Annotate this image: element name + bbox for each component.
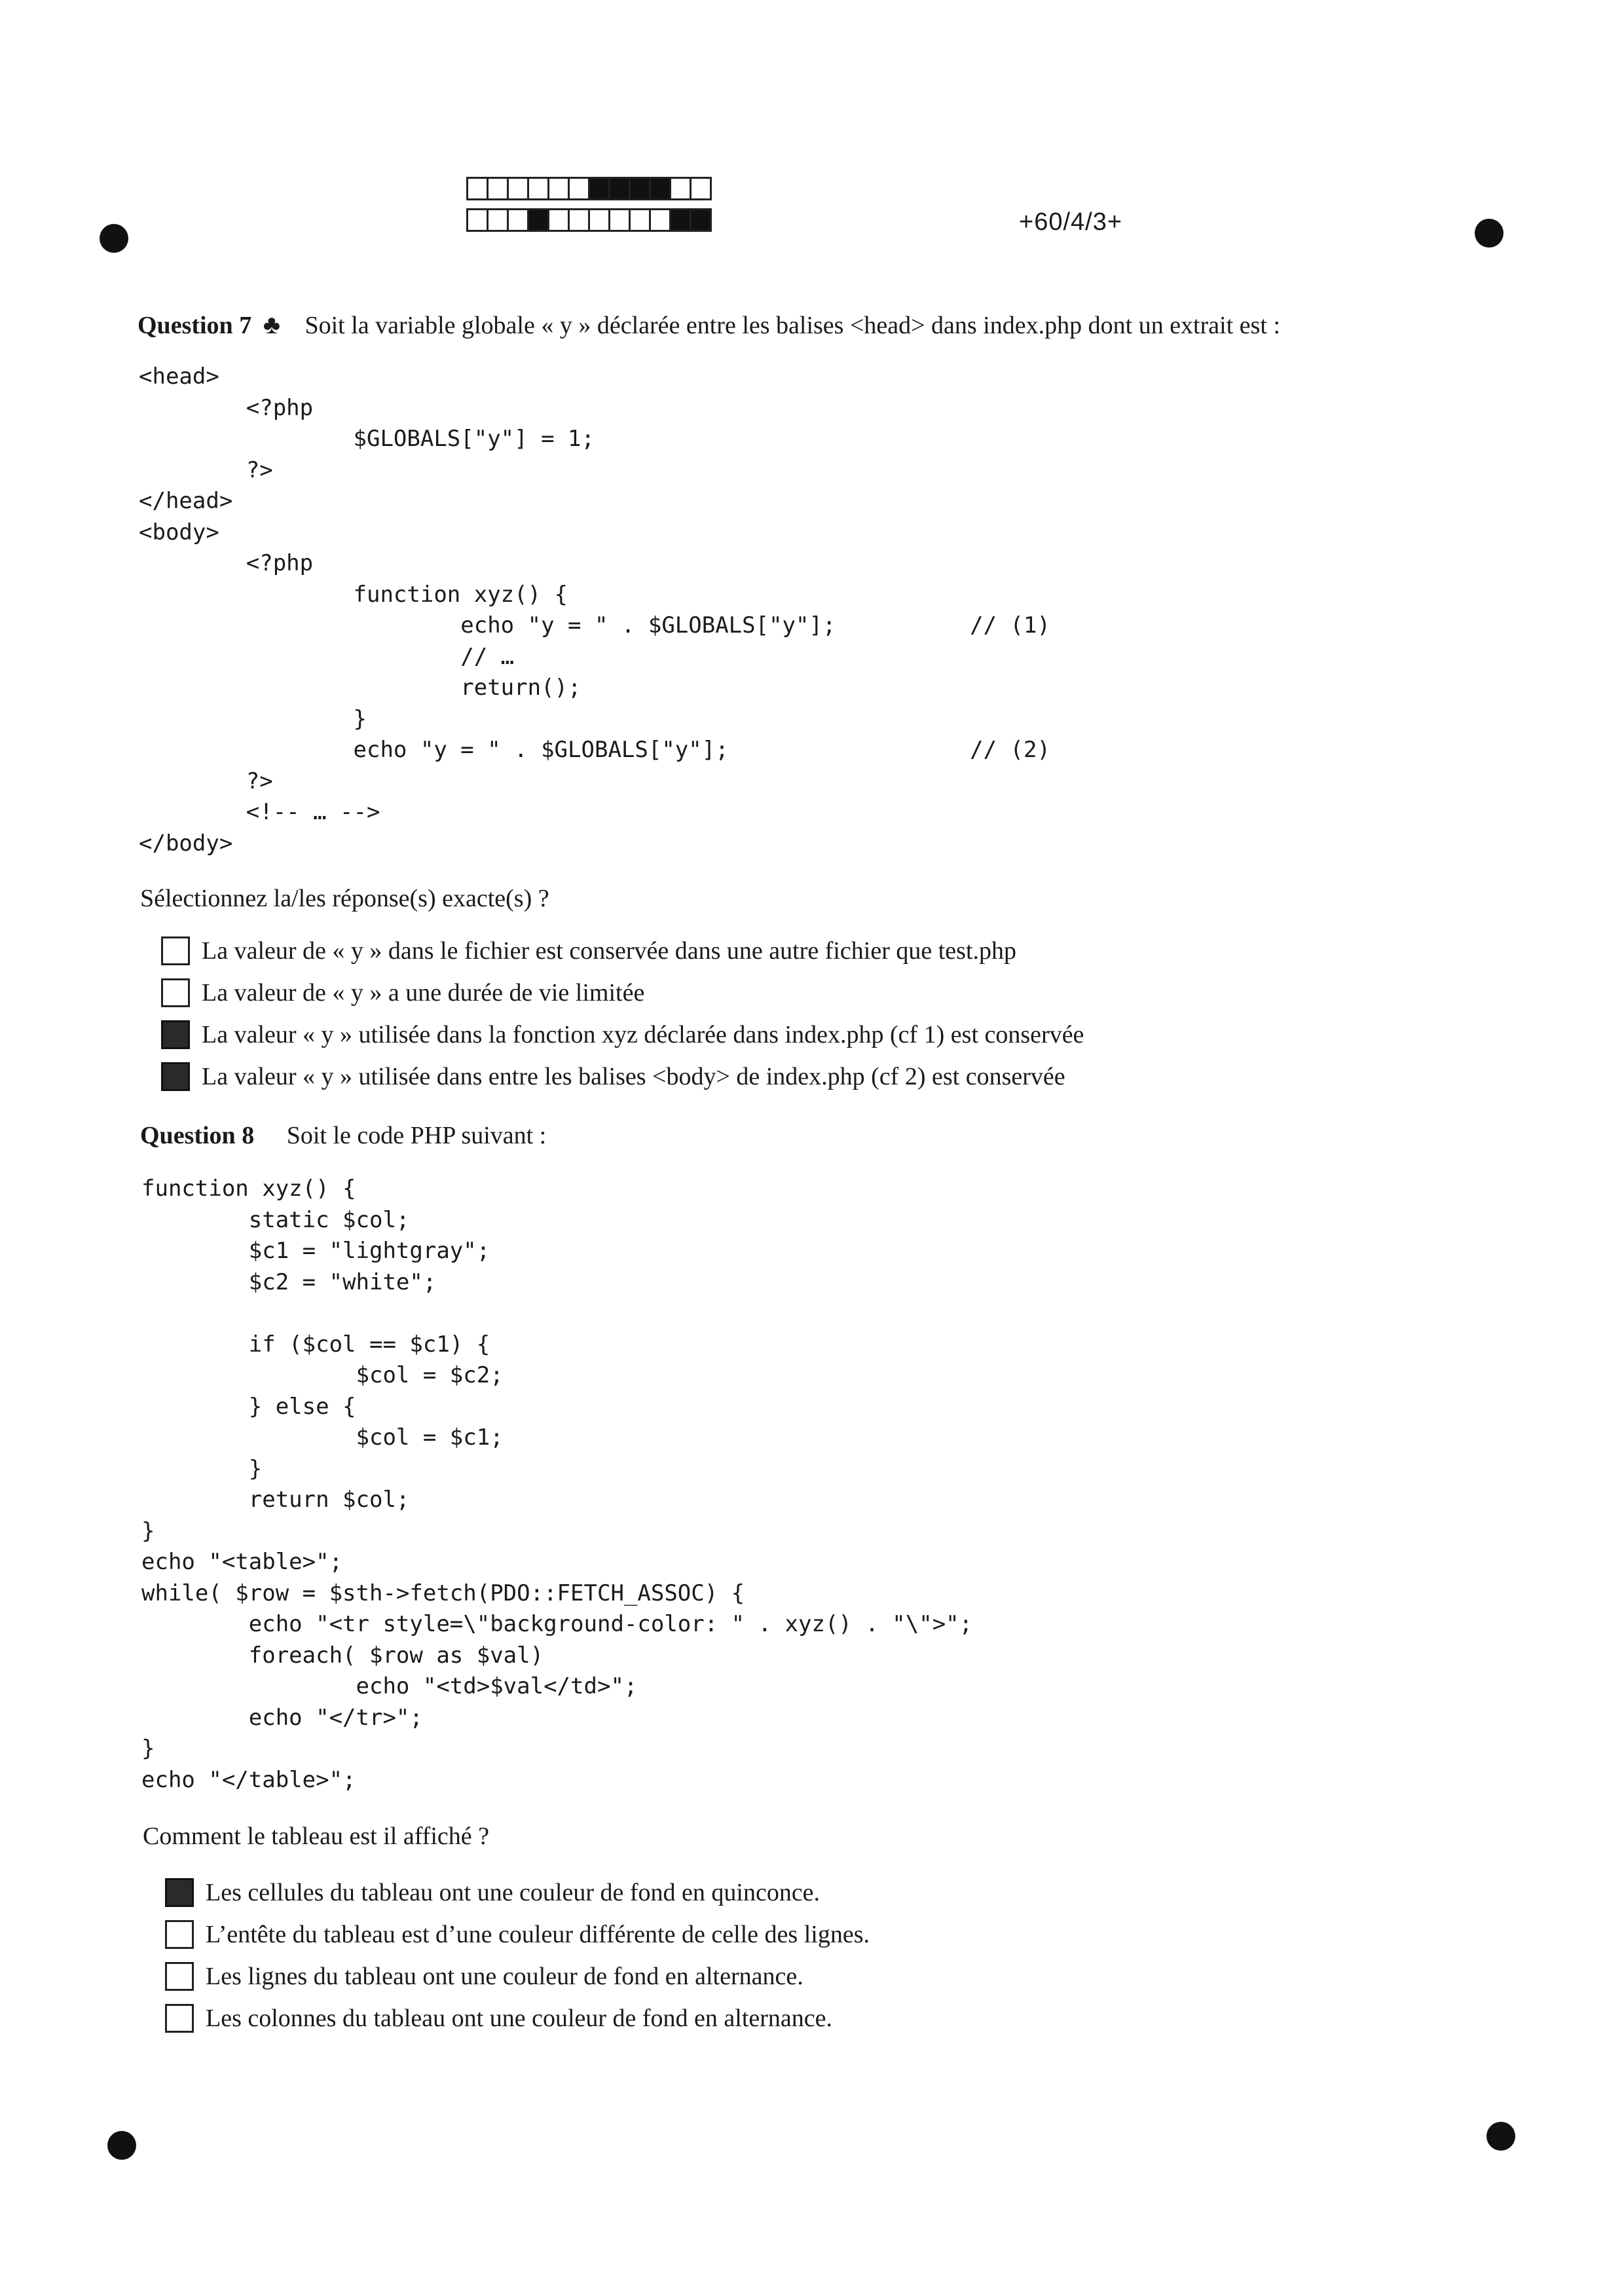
answer-checkbox[interactable] [165, 1962, 194, 1991]
question-8-heading [140, 1121, 546, 1150]
id-grid-cell [568, 177, 590, 200]
id-grid-cell [466, 177, 489, 200]
id-grid-cell [629, 208, 651, 232]
id-grid-cell [669, 208, 692, 232]
answer-text: La valeur de « y » a une durée de vie limitée [202, 979, 645, 1007]
answer-checkbox[interactable] [165, 1920, 194, 1949]
registration-dot-bottom-right [1486, 2122, 1515, 2151]
question-8-prompt: Comment le tableau est il affiché ? [143, 1823, 489, 1850]
answer-text: La valeur « y » utilisée dans la fonction xyz déclarée dans index.php (cf 1) est conservée [202, 1021, 1084, 1048]
question-7-code: <head> <?php $GLOBALS["y"] = 1; ?> </head> <body> <?php function xyz() { echo "y = " . $GLOBALS["y"]; // (1) // … return(); } echo "y = " . $GLOBALS["y"]; // (2) ?> <!-- … --> </body> [139, 363, 1050, 857]
question-7-answers [161, 930, 1084, 1098]
answer-option [165, 1914, 870, 1955]
answer-checkbox[interactable] [161, 978, 190, 1007]
id-grid-cell [608, 177, 631, 200]
question-8-label: Question 8 [140, 1122, 255, 1149]
answer-text: L’entête du tableau est d’une couleur différente de celle des lignes. [206, 1921, 870, 1948]
answer-option [161, 1056, 1084, 1098]
id-grid-cell [649, 208, 671, 232]
id-grid-cell [629, 177, 651, 200]
id-grid-cell [568, 208, 590, 232]
answer-option [165, 1955, 870, 1997]
answer-text: Les lignes du tableau ont une couleur de fond en alternance. [206, 1963, 803, 1990]
id-grid-cell [527, 177, 549, 200]
id-grid-cell [547, 208, 570, 232]
registration-dot-bottom-left [107, 2131, 136, 2160]
answer-text: Les cellules du tableau ont une couleur de fond en quinconce. [206, 1879, 821, 1906]
id-grid-cell [669, 177, 692, 200]
answer-checkbox[interactable] [165, 2004, 194, 2033]
registration-dot-top-right [1475, 219, 1504, 248]
id-grid-cell [527, 208, 549, 232]
answer-checkbox[interactable] [161, 1062, 190, 1091]
answer-option [161, 972, 1084, 1014]
id-grid-cell [608, 208, 631, 232]
id-grid-cell [547, 177, 570, 200]
question-8-code: function xyz() { static $col; $c1 = "lightgray"; $c2 = "white"; if ($col == $c1) { $col = $c2; } else { $col = $c1; } return $col; } echo "<table>"; while( $row = $sth->fetch(PDO::FETCH_ASSOC) { echo "<tr style=\"background-color: " . xyz() . "\">"; foreach( $row as $val) echo "<td>$val</td>"; echo "</tr>"; } echo "</table>"; [141, 1176, 973, 1793]
club-icon: ♣ [263, 310, 280, 339]
id-grid-cell [507, 208, 529, 232]
answer-text: Les colonnes du tableau ont une couleur de fond en alternance. [206, 2005, 833, 2032]
question-7-prompt: Sélectionnez la/les réponse(s) exacte(s) ? [140, 885, 549, 912]
id-grid-cell [487, 177, 509, 200]
id-grid-cell [487, 208, 509, 232]
question-7-text: Soit la variable globale « y » déclarée entre les balises <head> dans index.php dont un extrait est : [304, 312, 1281, 339]
id-grid-cell [588, 208, 610, 232]
answer-option [161, 1014, 1084, 1056]
question-8-text: Soit le code PHP suivant : [286, 1122, 547, 1149]
id-grid-cell [588, 177, 610, 200]
answer-checkbox[interactable] [161, 1020, 190, 1049]
id-grid-cell [649, 177, 671, 200]
id-grid-cell [466, 208, 489, 232]
id-grid-cell [690, 177, 712, 200]
answer-text: La valeur « y » utilisée dans entre les balises <body> de index.php (cf 2) est conservée [202, 1063, 1065, 1090]
answer-option [161, 930, 1084, 972]
question-8-answers [165, 1872, 870, 2039]
id-grid-cell [690, 208, 712, 232]
answer-checkbox[interactable] [161, 936, 190, 965]
id-grid-row-1 [466, 177, 710, 200]
id-grid-cell [507, 177, 529, 200]
answer-text: La valeur de « y » dans le fichier est conservée dans une autre fichier que test.php [202, 937, 1016, 965]
question-7-heading [138, 309, 1280, 340]
answer-option [165, 1872, 870, 1914]
answer-checkbox[interactable] [165, 1878, 194, 1907]
exam-code: +60/4/3+ [1019, 208, 1123, 236]
answer-option [165, 1997, 870, 2039]
question-7-label: Question 7 [138, 312, 252, 339]
registration-dot-top-left [100, 224, 128, 253]
id-grid-row-2 [466, 208, 710, 232]
